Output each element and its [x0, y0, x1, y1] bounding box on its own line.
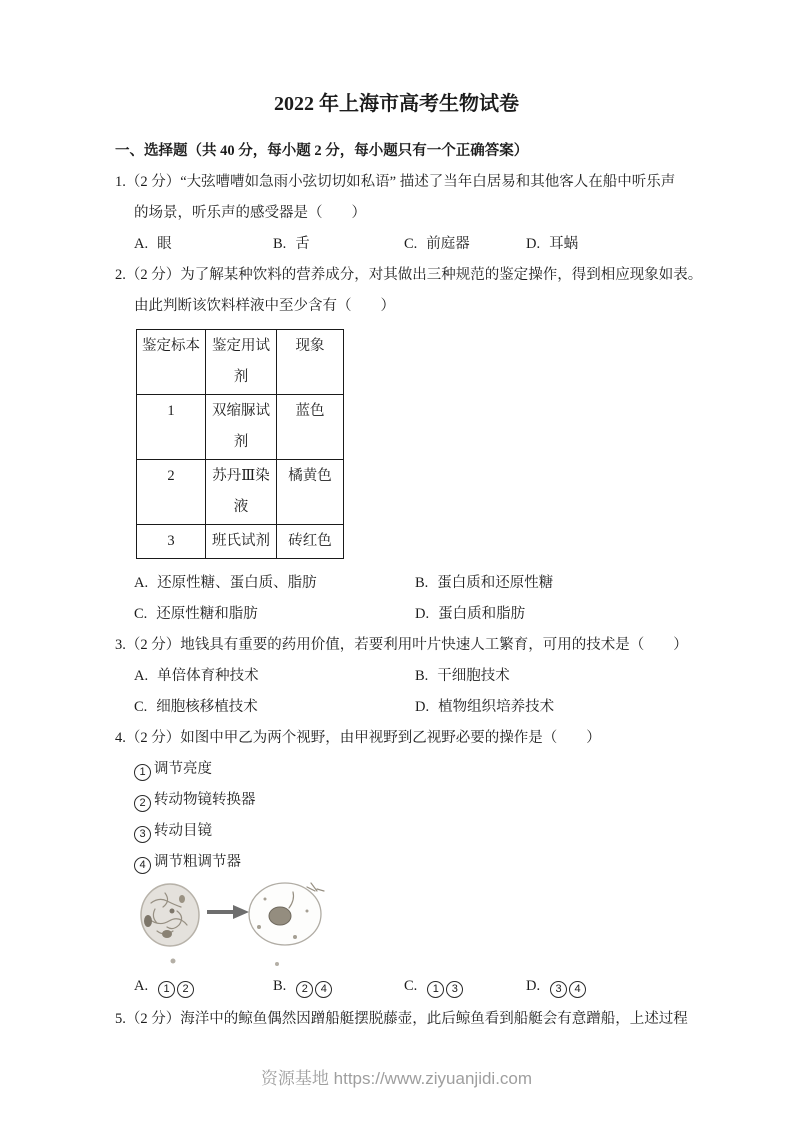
- option-text: 干细胞技术: [437, 668, 510, 684]
- circled-number: 1: [427, 981, 444, 998]
- q2-option-b: B. 蛋白质和还原性糖: [415, 575, 554, 591]
- q2-option-d: D. 蛋白质和脂肪: [415, 606, 526, 622]
- circled-number: 2: [177, 981, 194, 998]
- table-row: [137, 395, 344, 460]
- circled-number: 1: [134, 764, 151, 781]
- page-title: 2022 年上海市高考生物试卷: [274, 93, 519, 115]
- dust-speck: [171, 959, 176, 964]
- table-cell: 砖红色: [277, 525, 344, 559]
- circled-number: 3: [550, 981, 567, 998]
- q3-options-row2: [115, 692, 703, 723]
- question-2: [115, 260, 703, 630]
- q1-option-a: A. 眼: [134, 236, 172, 252]
- option-text: 细胞核移植技术: [156, 699, 258, 715]
- question-5: [115, 1004, 703, 1035]
- table-header-cell: 鉴定标本: [137, 330, 206, 395]
- q3-option-c: C. 细胞核移植技术: [134, 699, 258, 715]
- q1-option-d: D. 耳蜗: [526, 236, 579, 252]
- circled-number: 4: [134, 857, 151, 874]
- assay-table: [136, 329, 344, 559]
- table-cell: 2: [137, 460, 206, 525]
- option-text: 还原性糖、蛋白质、脂肪: [157, 575, 317, 591]
- option-text: 单倍体育种技术: [157, 668, 259, 684]
- q4-step-1: 1 调节亮度: [115, 754, 703, 785]
- q4-option-d: D. 3 4: [526, 971, 587, 1002]
- q1-option-b: B. 舌: [273, 236, 310, 252]
- question-4: [115, 723, 703, 1002]
- q1-option-c: C. 前庭器: [404, 236, 470, 252]
- q4-step-2: 2 转动物镜转换器: [115, 785, 703, 816]
- question-line: 5.（2 分）海洋中的鲸鱼偶然因蹭船艇摆脱藤壶，此后鲸鱼看到船艇会有意蹭船，上述过程: [115, 1011, 688, 1027]
- table-cell: 蓝色: [277, 395, 344, 460]
- table-header-cell: 鉴定用试剂: [206, 330, 277, 395]
- question-line: 3.（2 分）地钱具有重要的药用价值，若要利用叶片快速人工繁育，可用的技术是（ ）: [115, 637, 688, 653]
- question-line: 2.（2 分）为了解某种饮料的营养成分，对其做出三种规范的鉴定操作，得到相应现象如表。: [115, 267, 703, 283]
- table-header-row: [137, 330, 344, 395]
- circled-number: 2: [134, 795, 151, 812]
- table-cell: 班氏试剂: [206, 525, 277, 559]
- option-text: 耳蜗: [549, 236, 579, 252]
- arrow-icon: [207, 905, 249, 919]
- table-cell: 橘黄色: [277, 460, 344, 525]
- table-cell: 3: [137, 525, 206, 559]
- question-1: [115, 167, 703, 260]
- question-line: 的场景，听乐声的感受器是（ ）: [134, 205, 366, 221]
- circled-number: 1: [158, 981, 175, 998]
- section-heading: 一、选择题（共 40 分，每小题 2 分，每小题只有一个正确答案）: [115, 143, 529, 159]
- question-line: 4.（2 分）如图中甲乙为两个视野，由甲视野到乙视野必要的操作是（ ）: [115, 730, 601, 746]
- q1-options: [115, 229, 703, 260]
- option-text: 前庭器: [426, 236, 470, 252]
- q2-option-a: A. 还原性糖、蛋白质、脂肪: [134, 575, 317, 591]
- q3-option-b: B. 干细胞技术: [415, 668, 510, 684]
- q4-options: [115, 971, 703, 1002]
- question-line: 1.（2 分）“大弦嘈嘈如急雨小弦切切如私语” 描述了当年白居易和其他客人在船中听乐声: [115, 174, 676, 190]
- circled-number: 3: [134, 826, 151, 843]
- specimen-view-left: [141, 884, 199, 946]
- q4-step-4: 4 调节粗调节器: [115, 847, 703, 878]
- microscope-figure-wrap: [137, 881, 703, 971]
- q3-option-d: D. 植物组织培养技术: [415, 699, 555, 715]
- page-footer: [0, 1064, 793, 1089]
- specimen-view-right: [249, 883, 324, 945]
- circled-number: 4: [315, 981, 332, 998]
- option-text: 蛋白质和还原性糖: [437, 575, 554, 591]
- option-text: 眼: [157, 236, 172, 252]
- table-row: [137, 525, 344, 559]
- table-header-cell: 现象: [277, 330, 344, 395]
- table-row: [137, 460, 344, 525]
- q2-option-c: C. 还原性糖和脂肪: [134, 606, 258, 622]
- circled-number: 2: [296, 981, 313, 998]
- question-line: 由此判断该饮料样液中至少含有（ ）: [134, 298, 395, 314]
- circled-number: 3: [446, 981, 463, 998]
- q4-option-a: A. 1 2: [134, 971, 195, 1002]
- option-text: 还原性糖和脂肪: [156, 606, 258, 622]
- table-cell: 双缩脲试剂: [206, 395, 277, 460]
- dust-speck: [275, 962, 279, 966]
- table-cell: 苏丹Ⅲ染液: [206, 460, 277, 525]
- option-text: 舌: [295, 236, 310, 252]
- circled-number: 4: [569, 981, 586, 998]
- q4-step-3: 3 转动目镜: [115, 816, 703, 847]
- option-text: 植物组织培养技术: [438, 699, 555, 715]
- table-cell: 1: [137, 395, 206, 460]
- q2-options-row1: [115, 568, 703, 599]
- q3-option-a: A. 单倍体育种技术: [134, 668, 259, 684]
- footer-link[interactable]: 资源基地 https://www.ziyuanjidi.com: [260, 1069, 533, 1088]
- q4-option-b: B. 2 4: [273, 971, 333, 1002]
- option-text: 蛋白质和脂肪: [438, 606, 526, 622]
- microscope-views-figure: [137, 881, 369, 969]
- q2-options-row2: [115, 599, 703, 630]
- q3-options-row1: [115, 661, 703, 692]
- question-3: [115, 630, 703, 723]
- exam-content: [115, 136, 703, 1035]
- q4-option-c: C. 1 3: [404, 971, 464, 1002]
